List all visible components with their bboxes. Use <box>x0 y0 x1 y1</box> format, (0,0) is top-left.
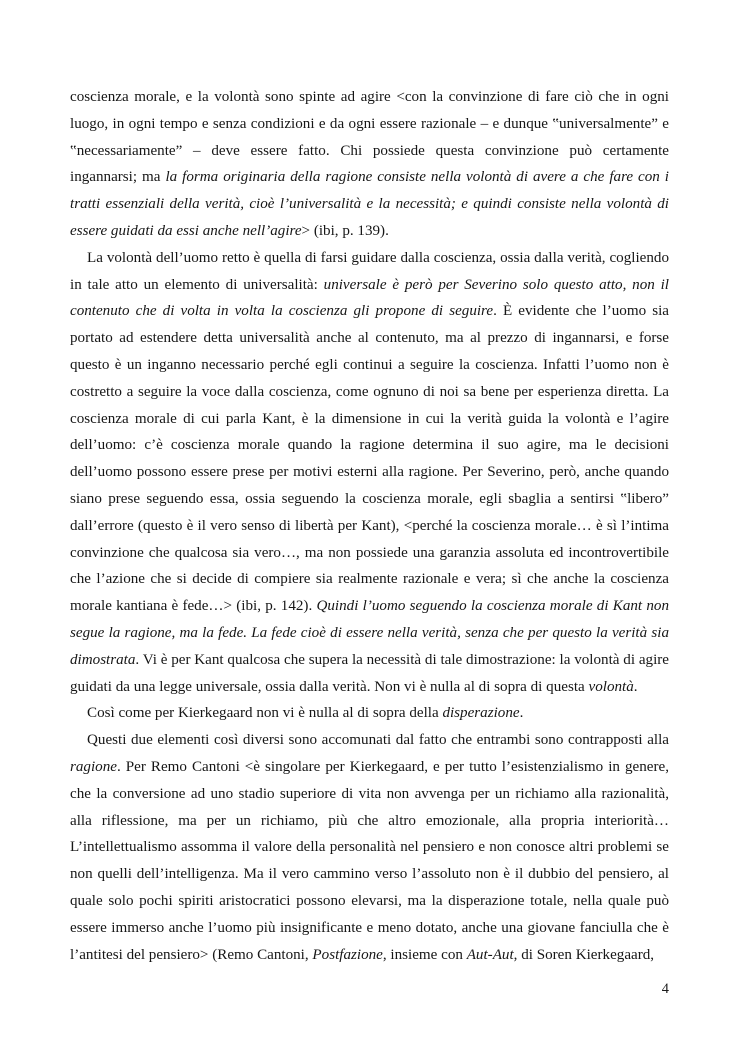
body-text-block <box>70 84 669 968</box>
italic-run: disperazione <box>442 705 520 722</box>
text-run: . Vi è per Kant qualcosa che supera la necessità di tale dimostrazione: la volontà di agire guidati da una legge universale, ossia dalla verità. Non vi è nulla al di sopra di questa <box>70 651 669 695</box>
text-run: . Per Remo Cantoni <è singolare per Kierkegaard, e per tutto l’esistenzialismo in genere, che la conversione ad uno stadio superiore di vita non avvenga per un richiamo alla razionalità, alla riflessione, ma per un richiamo, più che altro emozionale, alla propria interiorità… L’intellettualismo assomma il valore della personalità nel pensiero e non conosce altri problemi se non quelli dell’intelligenza. Ma il vero cammino verso l’assoluto non è il dubbio del pensiero, al quale solo pochi spiriti aristocratici possono elevarsi, ma la disperazione totale, nella quale può essere immerso anche l’uomo più insignificante e meno dotato, anche una giovane fanciulla che è l’antitesi del pensiero> (Remo Cantoni, <box>70 758 669 963</box>
paragraph-2 <box>70 245 669 701</box>
italic-run: ragione <box>70 758 117 775</box>
italic-run: Quindi l’uomo seguendo la coscienza morale di Kant non segue la ragione, ma la fede. La fede cioè di essere nella verità, senza che per questo la verità sia dimostrata <box>70 598 670 668</box>
italic-run: Aut-Aut <box>466 946 514 963</box>
page-number: 4 <box>661 981 669 997</box>
text-run: . È evidente che l’uomo sia portato ad estendere detta universalità anche al contenuto, ma al prezzo di ingannarsi, e forse questo è un inganno necessario perché egli continui a seguire la coscienza. Infatti l’uomo non è costretto a seguire la voce dalla coscienza, come ognuno di noi sa bene per esperienza diretta. La coscienza morale di cui parla Kant, è la dimensione in cui la verità guida la volontà e l’agire dell’uomo: c’è coscienza morale quando la ragione determina il suo agire, ma le decisioni dell’uomo possono essere prese per motivi esterni alla ragione. Per Severino, però, anche quando siano prese seguendo essa, ossia seguendo la coscienza morale, egli sbaglia a sentirsi ‟libero” dall’errore (questo è il vero senso di libertà per Kant), <perché la coscienza morale… è sì l’intima convinzione che qualcosa sia vero…, ma non possiede una garanzia assoluta ed incontrovertibile che l’azione che si decide di compiere sia realmente razionale e vera; sì che anche la coscienza morale kantiana è fede…> (ibi, p. 142). <box>70 303 669 615</box>
text-run: La volontà dell’uomo retto è quella di farsi guidare dalla coscienza, ossia dalla verità, cogliendo in tale atto un elemento di universalità: <box>70 249 669 293</box>
text-run: , insieme con <box>382 946 467 963</box>
text-run: Così come per Kierkegaard non vi è nulla al di sopra della <box>87 705 443 722</box>
text-run: Questi due elementi così diversi sono accomunati dal fatto che entrambi sono contrapposti alla <box>87 732 669 749</box>
italic-run: Postfazione <box>312 946 383 963</box>
paragraph-3 <box>70 700 669 727</box>
text-run: > (ibi, p. 139). <box>301 222 389 239</box>
text-run: . <box>633 678 638 695</box>
text-run: . <box>519 705 524 722</box>
italic-run: la forma originaria della ragione consiste nella volontà di avere a che fare con i tratti essenziali della verità, cioè l’universalità e la necessità; e quindi consiste nella volontà di essere guidati da essi anche nell’agire <box>70 169 669 239</box>
paragraph-1 <box>70 84 669 245</box>
italic-run: volontà <box>588 678 634 695</box>
text-run: , di Soren Kierkegaard, <box>513 946 655 963</box>
paragraph-4 <box>70 727 669 968</box>
italic-run: universale è però per Severino solo questo atto, non il contenuto che di volta in volta la coscienza gli propone di seguire <box>70 276 669 320</box>
text-run: coscienza morale, e la volontà sono spinte ad agire <con la convinzione di fare ciò che in ogni luogo, in ogni tempo e senza condizioni e da ogni essere razionale – e dunque ‟universalmente” e ‟necessariamente” – deve essere fatto. Chi possiede questa convinzione può certamente ingannarsi; ma <box>70 89 669 186</box>
